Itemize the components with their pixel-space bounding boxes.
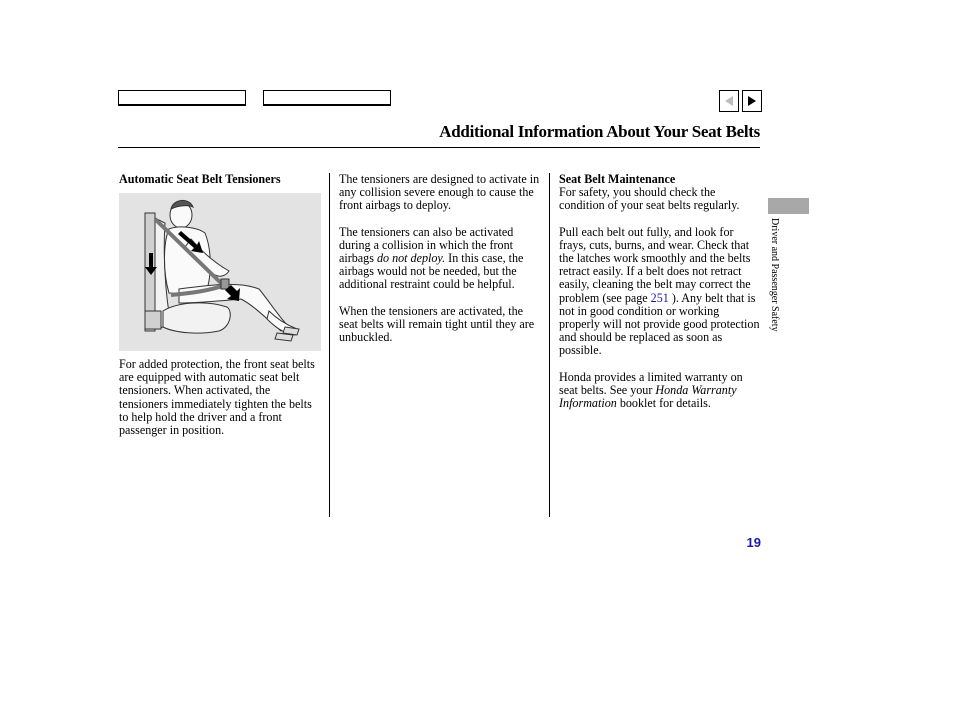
nav-contents-button[interactable] — [118, 90, 246, 106]
left-arrow-icon — [724, 96, 734, 106]
seated-person-seat-belt-illustration — [119, 193, 321, 351]
paragraph-text: booklet for details. — [616, 396, 711, 411]
paragraph: The tensioners are designed to activate in any collision severe enough to cause the front airbags to deploy. — [339, 172, 540, 213]
emphasis-text: Honda Warranty Information — [559, 382, 737, 411]
section-label: Driver and Passenger Safety — [769, 218, 780, 332]
next-page-button[interactable] — [742, 90, 762, 112]
paragraph: When the tensioners are activated, the seat belts will remain tight until they are unbuckled. — [339, 303, 535, 345]
paragraph — [339, 226, 544, 292]
section-heading-maintenance: Seat Belt Maintenance — [559, 172, 676, 186]
page-title: Additional Information About Your Seat Belts — [439, 122, 760, 141]
column-divider — [329, 173, 330, 517]
previous-page-button[interactable] — [719, 90, 739, 112]
column-tensioner-details — [339, 173, 544, 357]
tensioners-body-text: For added protection, the front seat belts are equipped with automatic seat belt tensioners. When activated, the tensioners immediately tighten the belts to help hold the driver and a front passenger in position. — [119, 357, 315, 438]
paragraph-text: The tensioners can also be activated during a collision in which the front airbags — [339, 224, 514, 266]
page-number: 19 — [746, 535, 761, 550]
emphasis-text: do not deploy. — [376, 251, 446, 266]
paragraph-text: Pull each belt out fully, and look for frays, cuts, burns, and wear. Check that the latches work smoothly and the belts retract easily. If a belt does not retract easily, cleaning the belt may correct the problem (see page — [559, 224, 751, 305]
column-divider — [549, 173, 550, 517]
column-tensioners — [119, 173, 322, 186]
paragraph-text: ). Any belt that is not in good condition or working properly will not provide good protection and should be replaced as soon as possible. — [559, 290, 760, 358]
title-divider — [118, 147, 760, 148]
paragraph-text: Honda provides a limited warranty on seat belts. See your — [559, 369, 743, 397]
nav-index-button[interactable] — [263, 90, 391, 106]
paragraph — [559, 371, 763, 411]
column-maintenance — [559, 173, 763, 423]
seat-belt-illustration — [119, 193, 321, 351]
section-tab[interactable] — [768, 198, 809, 214]
page-reference-link[interactable]: 251 — [650, 290, 669, 305]
section-heading-tensioners: Automatic Seat Belt Tensioners — [119, 172, 281, 186]
right-arrow-icon — [747, 96, 757, 106]
paragraph — [559, 226, 763, 358]
paragraph-text: In this case, the airbags would not be needed, but the additional restraint could be helpful. — [339, 251, 524, 292]
paragraph: For safety, you should check the condition of your seat belts regularly. — [559, 185, 740, 213]
